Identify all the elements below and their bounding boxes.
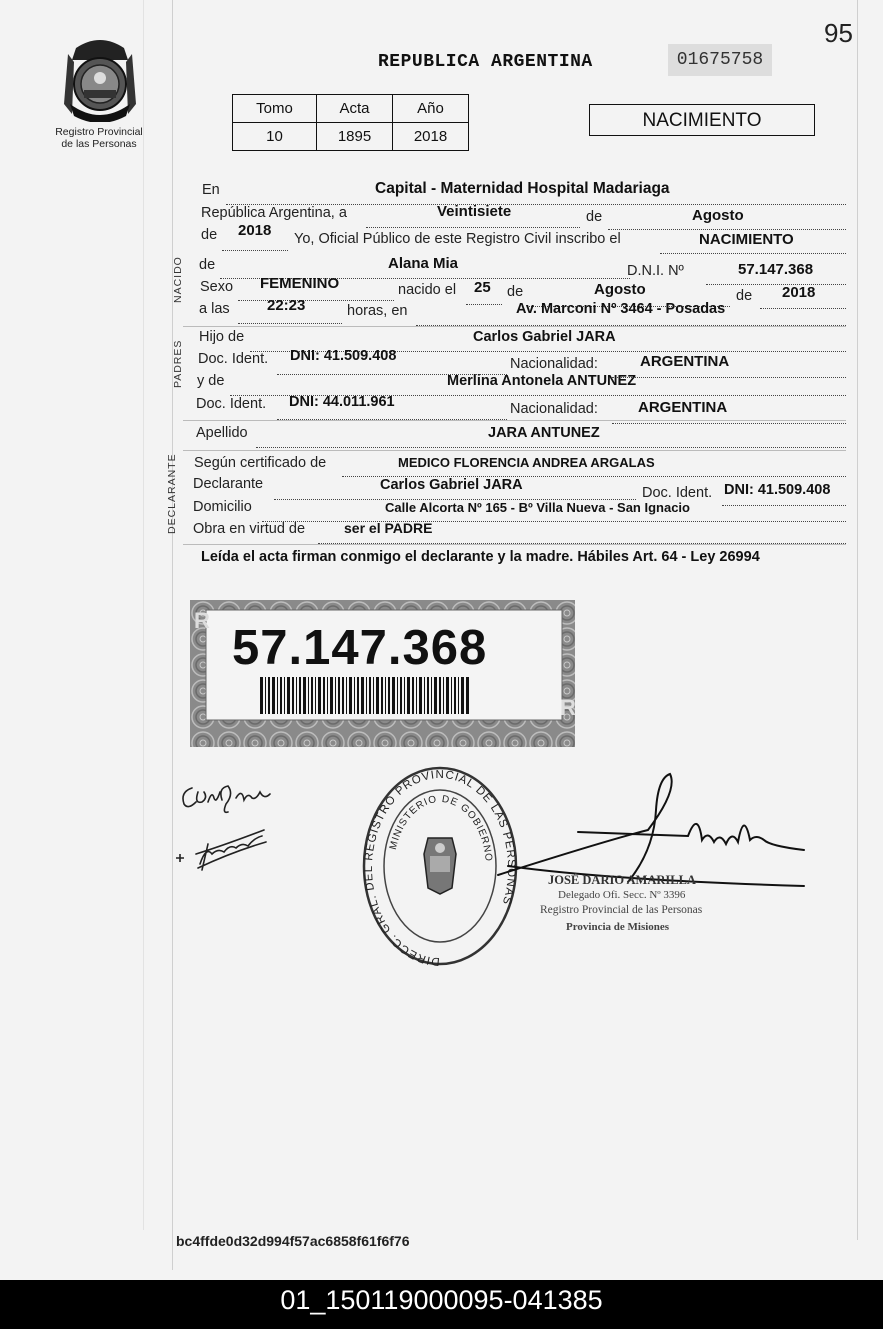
- certificado-label: Según certificado de: [194, 455, 327, 471]
- mother-nationality: ARGENTINA: [638, 399, 728, 416]
- father-doc: DNI: 41.509.408: [290, 348, 397, 364]
- declarante-doc: DNI: 41.509.408: [724, 482, 831, 498]
- right-margin-line: [857, 0, 858, 1240]
- footer-document-id: 01_150119000095-041385: [0, 1280, 883, 1329]
- serial-number: 01675758: [668, 44, 772, 76]
- apellido-label: Apellido: [196, 425, 248, 441]
- logo-caption-line1: Registro Provincial: [55, 126, 143, 138]
- barcode: [260, 677, 470, 714]
- child-dni: 57.147.368: [738, 261, 814, 278]
- logo-caption-line2: de las Personas: [61, 138, 137, 150]
- mother-doc: DNI: 44.011.961: [289, 394, 395, 410]
- hours-label: horas, en: [347, 303, 408, 319]
- father-nationality: ARGENTINA: [640, 353, 730, 370]
- domicilio-value: Calle Alcorta Nº 165 - Bº Villa Nueva - San Ignacio: [385, 500, 690, 515]
- separator-apellido: [183, 450, 846, 451]
- record-table: [232, 94, 469, 151]
- hijo-label: Hijo de: [199, 329, 245, 345]
- declarant-signature: [178, 778, 278, 818]
- obra-value: ser el PADRE: [344, 520, 433, 536]
- nacido-el-label: nacido el: [398, 282, 457, 298]
- declarante-label: Declarante: [193, 476, 264, 492]
- birth-time: 22:23: [267, 297, 306, 314]
- sexo-label: Sexo: [200, 279, 234, 295]
- mother-name: Merlina Antonela ANTUNEZ: [447, 373, 637, 389]
- value-acta: 1895: [317, 123, 393, 151]
- mother-signature: [172, 824, 270, 876]
- header-ano: Año: [393, 95, 469, 123]
- separator-declarante: [183, 544, 846, 545]
- declarante-section-label: DECLARANTE: [166, 453, 178, 534]
- birth-year: 2018: [782, 284, 816, 301]
- sticker-watermark-r-2: R: [560, 695, 576, 720]
- left-margin-line: [172, 0, 173, 1270]
- sticker-dni-number: 57.147.368: [232, 621, 488, 675]
- seal-text: DIRECC. GRAL. DEL REGISTRO PROVINCIAL DE LAS PERSONAS: [363, 768, 518, 968]
- svg-text:MINISTERIO DE GOBIERNO: [388, 794, 494, 863]
- official-province: Provincia de Misiones: [566, 921, 670, 933]
- de-label: de: [586, 209, 603, 225]
- obra-label: Obra en virtud de: [193, 521, 306, 537]
- place-value: Capital - Maternidad Hospital Madariaga: [375, 180, 670, 197]
- mother-nat-label: Nacionalidad:: [510, 401, 598, 417]
- closing-text: Leída el acta firman conmigo el declarante y la madre. Hábiles Art. 64 - Ley 26994: [201, 549, 760, 565]
- sticker-watermark-r: R: [194, 608, 210, 633]
- year-value: 2018: [238, 222, 272, 239]
- nacido-de-label: de: [199, 257, 216, 273]
- logo-caption: [40, 126, 158, 150]
- separator-padres: [183, 420, 846, 421]
- certificado-value: MEDICO FLORENCIA ANDREA ARGALAS: [398, 455, 655, 470]
- nacido-section-label: NACIDO: [172, 256, 184, 303]
- province-coat-of-arms-logo: [62, 34, 138, 122]
- month-value: Agosto: [692, 207, 744, 224]
- time-label: a las: [199, 301, 230, 317]
- en-label: En: [202, 182, 220, 198]
- mother-doc-label: Doc. Ident.: [196, 396, 267, 412]
- declarante-doc-label: Doc. Ident.: [642, 485, 713, 501]
- official-title: Delegado Ofi. Secc. Nº 3396: [558, 889, 686, 901]
- page-number: 95: [824, 18, 853, 48]
- apellido-value: JARA ANTUNEZ: [488, 425, 600, 441]
- document-title: REPUBLICA ARGENTINA: [378, 52, 593, 72]
- father-name: Carlos Gabriel JARA: [473, 329, 616, 345]
- sexo-value: FEMENINO: [260, 275, 340, 292]
- left-edge-line: [143, 0, 144, 1230]
- record-type-box: NACIMIENTO: [589, 104, 815, 136]
- document-hash: bc4ffde0d32d994f57ac6858f61f6f76: [176, 1233, 410, 1249]
- birth-month: Agosto: [594, 281, 646, 298]
- child-name: Alana Mia: [388, 255, 459, 272]
- yde-label: y de: [197, 373, 225, 389]
- birth-day: 25: [474, 279, 491, 296]
- seal-inner-text: MINISTERIO DE GOBIERNO: [387, 793, 494, 863]
- declarante-value: Carlos Gabriel JARA: [380, 477, 523, 493]
- padres-section-label: PADRES: [172, 339, 184, 388]
- republic-label: República Argentina, a: [201, 205, 347, 221]
- birth-de-label-2: de: [736, 288, 753, 304]
- header-tomo: Tomo: [233, 95, 317, 123]
- event-value: NACIMIENTO: [699, 231, 794, 248]
- header-acta: Acta: [317, 95, 393, 123]
- value-ano: 2018: [393, 123, 469, 151]
- year-prefix: de: [201, 227, 218, 243]
- dni-label: D.N.I. Nº: [627, 263, 684, 279]
- birth-de-label: de: [507, 284, 524, 300]
- official-registry: Registro Provincial de las Personas: [540, 904, 703, 916]
- birth-place: Av. Marconi Nº 3464 - Posadas: [516, 301, 726, 317]
- official-name: JOSÉ DARIO AMARILLA: [548, 873, 696, 887]
- statement-text: Yo, Oficial Público de este Registro Civil inscribo el: [294, 231, 621, 247]
- father-nat-label: Nacionalidad:: [510, 356, 598, 372]
- value-tomo: 10: [233, 123, 317, 151]
- domicilio-label: Domicilio: [193, 499, 252, 515]
- day-value: Veintisiete: [437, 203, 512, 220]
- separator-nacido: [183, 326, 846, 327]
- father-doc-label: Doc. Ident.: [198, 351, 269, 367]
